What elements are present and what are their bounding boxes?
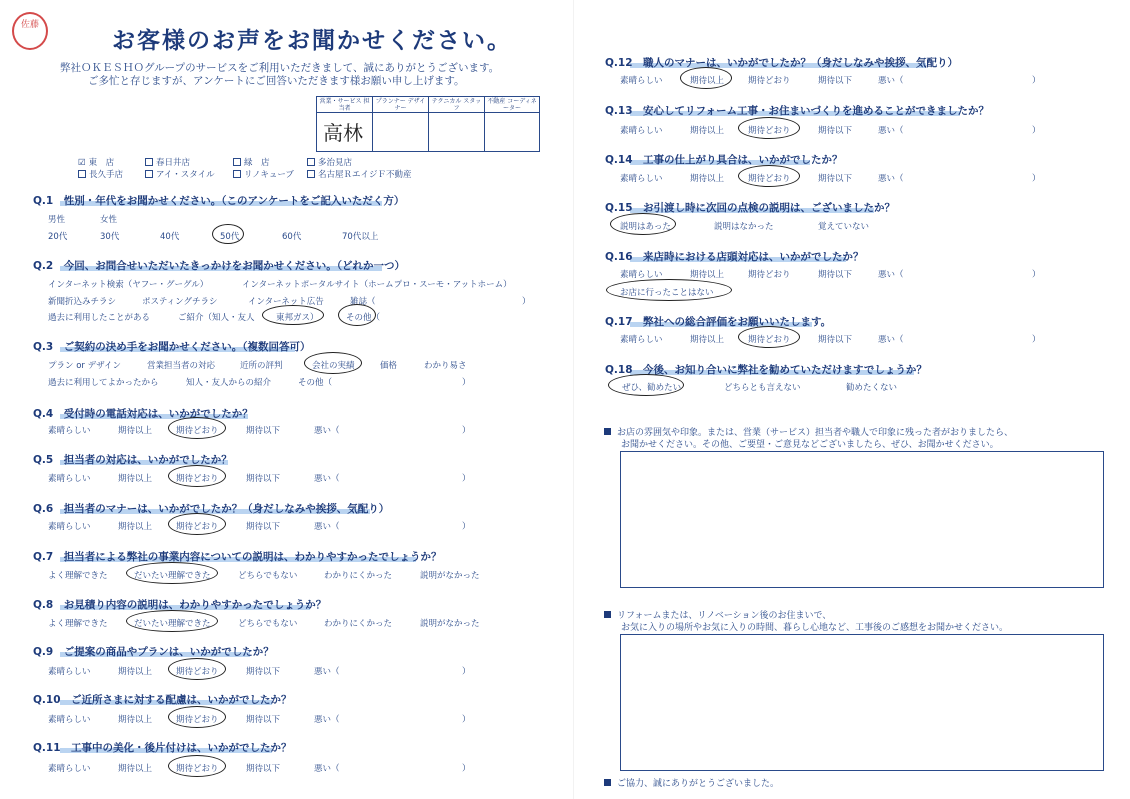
q13-option-as-expected[interactable]: 期待どおり <box>748 126 791 136</box>
q11-option-bad[interactable]: 悪い（ <box>314 764 340 774</box>
q14-option-excellent[interactable]: 素晴らしい <box>620 174 663 184</box>
store-option-istyle[interactable] <box>145 168 215 180</box>
staff-cell-realestate[interactable] <box>485 113 539 151</box>
q17-option-excellent[interactable]: 素晴らしい <box>620 335 663 345</box>
staff-name: 高林 <box>323 121 363 145</box>
q2-option-other[interactable]: その他（ <box>346 313 381 323</box>
staff-cell-planner[interactable] <box>373 113 429 151</box>
q6-option-excellent[interactable]: 素晴らしい <box>48 522 91 532</box>
q18-title: Q.18 今後、お知り合いに弊社を勧めていただけますでしょうか？ <box>605 364 927 376</box>
answer-circle <box>680 67 732 89</box>
q9-title: Q.9 ご提案の商品やプランは、いかがでしたか？ <box>33 646 274 658</box>
q9-option-as-expected[interactable]: 期待どおり <box>176 667 219 677</box>
answer-circle <box>608 374 684 396</box>
greeting-line-1: 弊社ＯＫＥＳＨＯグループのサービスをご利用いただきまして、誠にありがとうございます。 <box>60 62 500 74</box>
q3-option-sales[interactable]: 営業担当者の対応 <box>147 361 216 371</box>
store-label: 東 店 <box>88 158 115 168</box>
q14-option-as-expected[interactable]: 期待どおり <box>748 174 791 184</box>
store-option-renocube[interactable] <box>233 168 294 180</box>
q7-option-unclear[interactable]: わかりにくかった <box>324 571 393 581</box>
q1-age-40s[interactable]: 40代 <box>160 232 180 242</box>
staff-header-sales: 営業・サービス 担当者 <box>317 97 373 113</box>
answer-circle <box>738 117 800 139</box>
q18-option-not-recommend[interactable]: 勧めたくない <box>846 383 898 393</box>
q6-option-as-expected[interactable]: 期待どおり <box>176 522 219 532</box>
q9-paren-close: ） <box>462 667 471 677</box>
q11-title: Q.11 工事中の美化・後片付けは、いかがでしたか？ <box>33 742 292 754</box>
answer-circle <box>606 279 732 301</box>
q10-paren-close: ） <box>462 715 471 725</box>
q5-title: Q.5 担当者の対応は、いかがでしたか？ <box>33 454 232 466</box>
q6-option-bad[interactable]: 悪い（ <box>314 522 340 532</box>
checkbox-icon <box>233 158 241 166</box>
square-bullet-icon <box>604 428 611 435</box>
answer-circle <box>168 658 226 680</box>
q16-option-below[interactable]: 期待以下 <box>818 270 853 280</box>
q1-option-female[interactable]: 女性 <box>100 215 118 225</box>
q2-option-search[interactable]: インターネット検索（ヤフー・グーグル） <box>48 280 209 290</box>
q1-age-30s[interactable]: 30代 <box>100 232 120 242</box>
q4-option-as-expected[interactable]: 期待どおり <box>176 426 219 436</box>
q5-option-excellent[interactable]: 素晴らしい <box>48 474 91 484</box>
q9-option-bad[interactable]: 悪い（ <box>314 667 340 677</box>
q7-option-mostly[interactable]: だいたい理解できた <box>134 571 211 581</box>
answer-circle <box>168 513 226 535</box>
q2-title: Q.2 今回、お問合せいただいたきっかけをお聞かせください。（どれか一つ） <box>33 260 405 272</box>
checkbox-icon <box>145 158 153 166</box>
staff-cell-technical[interactable] <box>429 113 485 151</box>
q1-age-20s[interactable]: 20代 <box>48 232 68 242</box>
answer-circle <box>168 755 226 777</box>
q15-option-dont-remember[interactable]: 覚えていない <box>818 222 870 232</box>
q13-option-below[interactable]: 期待以下 <box>818 126 853 136</box>
checkbox-icon <box>307 158 315 166</box>
q4-option-bad[interactable]: 悪い（ <box>314 426 340 436</box>
q17-option-as-expected[interactable]: 期待どおり <box>748 335 791 345</box>
q4-option-below[interactable]: 期待以下 <box>246 426 281 436</box>
q16-option-excellent[interactable]: 素晴らしい <box>620 270 663 280</box>
q3-option-clarity[interactable]: わかり易さ <box>424 361 467 371</box>
comment2-prompt-line2: お気に入りの場所やお気に入りの時間、暮らし心地など、工事後のご感想をお聞かせください。 <box>621 623 1009 633</box>
q1-option-male[interactable]: 男性 <box>48 215 66 225</box>
q9-option-below[interactable]: 期待以下 <box>246 667 281 677</box>
staff-header-planner: プランナー デザイナー <box>373 97 429 113</box>
q14-paren-close: ） <box>1032 174 1041 184</box>
thanks-text: ご協力、誠にありがとうございました。 <box>617 779 780 789</box>
page-fold <box>573 0 574 799</box>
answer-circle <box>338 304 376 326</box>
q4-option-excellent[interactable]: 素晴らしい <box>48 426 91 436</box>
q8-option-neutral[interactable]: どちらでもない <box>238 619 298 629</box>
q15-option-not-explained[interactable]: 説明はなかった <box>714 222 774 232</box>
checkbox-icon <box>78 170 86 178</box>
q2-option-referral[interactable]: ご紹介（知人・友人 <box>178 313 255 323</box>
q1-age-60s[interactable]: 60代 <box>282 232 302 242</box>
answer-circle <box>262 305 324 325</box>
q14-option-bad[interactable]: 悪い（ <box>878 174 904 184</box>
store-label: 多治見店 <box>318 158 353 168</box>
q6-title: Q.6 担当者のマナーは、いかがでしたか？（身だしなみや挨拶、気配り） <box>33 503 390 515</box>
q6-paren-close: ） <box>462 522 471 532</box>
seal-text: 佐藤 <box>20 20 39 30</box>
q2-option-past-use[interactable]: 過去に利用したことがある <box>48 313 151 323</box>
q12-title: Q.12 職人のマナーは、いかがでしたか？（身だしなみや挨拶、気配り） <box>605 57 959 69</box>
answer-circle <box>168 417 226 439</box>
q11-option-as-expected[interactable]: 期待どおり <box>176 764 219 774</box>
q13-option-excellent[interactable]: 素晴らしい <box>620 126 663 136</box>
q8-option-none[interactable]: 説明がなかった <box>420 619 480 629</box>
store-label: アイ・スタイル <box>156 170 215 180</box>
comment2-text1: リフォームまたは、リノベーション後のお住まいで、 <box>617 611 832 621</box>
q2-referral-detail: 東邦ガス） <box>276 313 319 323</box>
q18-option-neutral[interactable]: どちらとも言えない <box>724 383 801 393</box>
store-label: 名古屋ＲエイジＦ不動産 <box>318 170 412 180</box>
q3-option-plan[interactable]: プラン or デザイン <box>48 361 122 371</box>
q18-option-recommend[interactable]: ぜひ、勧めたい <box>622 383 682 393</box>
staff-table <box>316 96 540 152</box>
q5-option-bad[interactable]: 悪い（ <box>314 474 340 484</box>
q14-title: Q.14 工事の仕上がり具合は、いかがでしたか？ <box>605 154 843 166</box>
q10-title: Q.10 ご近所さまに対する配慮は、いかがでしたか？ <box>33 694 292 706</box>
answer-circle <box>168 465 226 487</box>
q17-option-bad[interactable]: 悪い（ <box>878 335 904 345</box>
q1-age-70s[interactable]: 70代以上 <box>342 232 379 242</box>
q3-option-past-use[interactable]: 過去に利用してよかったから <box>48 378 159 388</box>
q10-option-as-expected[interactable]: 期待どおり <box>176 715 219 725</box>
store-option-higashi[interactable] <box>78 156 114 168</box>
q1-title: Q.1 性別・年代をお聞かせください。（このアンケートをご記入いただく方） <box>33 195 405 207</box>
answer-circle <box>212 224 244 244</box>
q12-option-bad[interactable]: 悪い（ <box>878 76 904 86</box>
q8-title: Q.8 お見積り内容の説明は、わかりやすかったでしょうか？ <box>33 599 327 611</box>
q5-option-below[interactable]: 期待以下 <box>246 474 281 484</box>
q16-option-as-expected[interactable]: 期待どおり <box>748 270 791 280</box>
q12-option-below[interactable]: 期待以下 <box>818 76 853 86</box>
q17-option-above[interactable]: 期待以上 <box>690 335 725 345</box>
q7-option-neutral[interactable]: どちらでもない <box>238 571 298 581</box>
q3-option-other[interactable]: その他（ <box>298 378 333 388</box>
q6-option-above[interactable]: 期待以上 <box>118 522 153 532</box>
q3-title: Q.3 ご契約の決め手をお聞かせください。（複数回答可） <box>33 341 311 353</box>
q17-paren-close: ） <box>1032 335 1041 345</box>
q13-title: Q.13 安心してリフォーム工事・お住まいづくりを進めることができましたか？ <box>605 105 990 117</box>
answer-circle <box>126 562 218 584</box>
comment1-textarea[interactable] <box>620 451 1104 588</box>
q3-paren-close: ） <box>462 378 471 388</box>
q8-option-understood[interactable]: よく理解できた <box>48 619 108 629</box>
staff-cell-sales[interactable] <box>317 113 373 151</box>
q11-option-below[interactable]: 期待以下 <box>246 764 281 774</box>
checkbox-icon <box>233 170 241 178</box>
q4-paren-close: ） <box>462 426 471 436</box>
q8-option-unclear[interactable]: わかりにくかった <box>324 619 393 629</box>
q2-option-portal[interactable]: インターネットポータルサイト（ホームプロ・スーモ・アットホーム） <box>242 280 512 290</box>
q7-option-understood[interactable]: よく理解できた <box>48 571 108 581</box>
page-title: お客様のお声をお聞かせください。 <box>112 28 512 54</box>
q5-option-as-expected[interactable]: 期待どおり <box>176 474 219 484</box>
q6-option-below[interactable]: 期待以下 <box>246 522 281 532</box>
q3-option-referral[interactable]: 知人・友人からの紹介 <box>186 378 272 388</box>
answer-circle <box>304 352 362 374</box>
answer-circle <box>126 610 218 632</box>
q12-paren-close: ） <box>1032 76 1041 86</box>
q10-option-bad[interactable]: 悪い（ <box>314 715 340 725</box>
store-label: リノキューブ <box>244 170 294 180</box>
comment1-prompt-line2: お聞かせください。その他、ご要望・ご意見などございましたら、ぜひ、お聞かせください。 <box>621 440 999 450</box>
q11-paren-close: ） <box>462 764 471 774</box>
store-label: 長久手店 <box>89 170 124 180</box>
q10-option-below[interactable]: 期待以下 <box>246 715 281 725</box>
q16-option-never-visited[interactable]: お店に行ったことはない <box>620 288 714 298</box>
q2-option-posting[interactable]: ポスティングチラシ <box>142 297 218 307</box>
q9-option-above[interactable]: 期待以上 <box>118 667 153 677</box>
q10-option-excellent[interactable]: 素晴らしい <box>48 715 91 725</box>
q7-option-none[interactable]: 説明がなかった <box>420 571 480 581</box>
q3-option-track-record[interactable]: 会社の実績 <box>312 361 355 371</box>
q17-title: Q.17 弊社への総合評価をお願いいたします。 <box>605 316 832 328</box>
q10-option-above[interactable]: 期待以上 <box>118 715 153 725</box>
q1-age-50s[interactable]: 50代 <box>220 232 240 242</box>
q8-option-mostly[interactable]: だいたい理解できた <box>134 619 211 629</box>
q12-option-excellent[interactable]: 素晴らしい <box>620 76 663 86</box>
store-option-kasugai[interactable] <box>145 156 190 168</box>
answer-circle <box>610 213 676 235</box>
q2-option-magazine[interactable]: 雑誌（ <box>350 297 376 307</box>
q7-title: Q.7 担当者による弊社の事業内容についての説明は、わかりやすかったでしょうか？ <box>33 551 442 563</box>
q2-option-web-ad[interactable]: インターネット広告 <box>248 297 324 307</box>
checked-box-icon: ☑ <box>78 158 86 168</box>
q3-option-price[interactable]: 価格 <box>380 361 398 371</box>
q13-option-bad[interactable]: 悪い（ <box>878 126 904 136</box>
store-label: 緑 店 <box>244 158 270 168</box>
seal-stamp <box>12 12 48 50</box>
q12-option-as-expected[interactable]: 期待どおり <box>748 76 791 86</box>
q15-option-explained[interactable]: 説明はあった <box>620 222 671 232</box>
q16-option-above[interactable]: 期待以上 <box>690 270 725 280</box>
thanks-line <box>604 776 779 789</box>
staff-header-technical: テクニカル スタッフ <box>429 97 485 113</box>
q14-option-above[interactable]: 期待以上 <box>690 174 725 184</box>
staff-header-realestate: 不動産 コーディネーター <box>485 97 539 113</box>
q15-title: Q.15 お引渡し時に次回の点検の説明は、ございましたか？ <box>605 202 896 214</box>
checkbox-icon <box>145 170 153 178</box>
square-bullet-icon <box>604 611 611 618</box>
q2-paren-close: ） <box>522 297 531 307</box>
store-option-nagakute[interactable] <box>78 168 123 180</box>
store-label: 春日井店 <box>156 158 191 168</box>
store-option-realestate[interactable] <box>307 168 412 180</box>
q13-paren-close: ） <box>1032 126 1041 136</box>
q4-title: Q.4 受付時の電話対応は、いかがでしたか？ <box>33 408 253 420</box>
q16-option-bad[interactable]: 悪い（ <box>878 270 904 280</box>
q4-option-above[interactable]: 期待以上 <box>118 426 153 436</box>
q3-option-reputation[interactable]: 近所の評判 <box>240 361 283 371</box>
answer-circle <box>168 706 226 728</box>
q11-option-above[interactable]: 期待以上 <box>118 764 153 774</box>
greeting-line-2: ご多忙と存じますが、アンケートにご回答いただきます様お願い申し上げます。 <box>88 75 465 87</box>
q5-paren-close: ） <box>462 474 471 484</box>
q2-option-newspaper[interactable]: 新聞折込みチラシ <box>48 297 117 307</box>
q9-option-excellent[interactable]: 素晴らしい <box>48 667 91 677</box>
answer-circle <box>738 326 800 348</box>
store-option-tajimi[interactable] <box>307 156 352 168</box>
q5-option-above[interactable]: 期待以上 <box>118 474 153 484</box>
q16-title: Q.16 来店時における店頭対応は、いかがでしたか？ <box>605 251 864 263</box>
store-option-midori[interactable] <box>233 156 270 168</box>
q11-option-excellent[interactable]: 素晴らしい <box>48 764 91 774</box>
comment2-textarea[interactable] <box>620 634 1104 771</box>
q13-option-above[interactable]: 期待以上 <box>690 126 725 136</box>
checkbox-icon <box>307 170 315 178</box>
q12-option-above[interactable]: 期待以上 <box>690 76 725 86</box>
comment1-text1: お店の雰囲気や印象。または、営業（サービス）担当者や職人で印象に残った者がおりましたら、 <box>617 428 1014 438</box>
square-bullet-icon <box>604 779 611 786</box>
answer-circle <box>738 165 800 187</box>
q16-paren-close: ） <box>1032 270 1041 280</box>
q14-option-below[interactable]: 期待以下 <box>818 174 853 184</box>
q17-option-below[interactable]: 期待以下 <box>818 335 853 345</box>
